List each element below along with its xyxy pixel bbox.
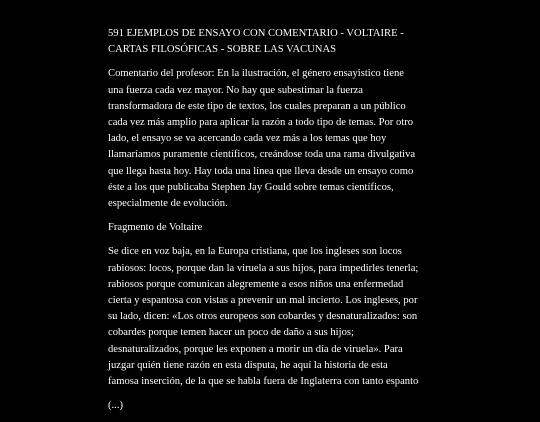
ellipsis-marker: (...) [108, 400, 124, 412]
article-title: 591 EJEMPLOS DE ENSAYO CON COMENTARIO - VOLTAIRE - CARTAS FILOSÓFICAS - SOBRE LAS VACUNAS [108, 28, 404, 56]
article-body [108, 26, 420, 422]
fragment-text: Se dice en voz baja, en la Europa cristiana, que los ingleses son locos rabiosos: locos, porque dan la viruela a sus hijos, para impedirles tenerla; rabiosos porque comunican alegremente a esos niños una enfermedad cierta y espantosa con vistas a prevenir un mal incierto. Los ingleses, por su lado, dicen: «Los otros europeos son cobardes y desnaturalizados: son cobardes porque temen hacer un poco de daño a sus hijos; desnaturalizados, porque les exponen a morir un día de viruela». Para juzgar quién tiene razón en esta disputa, he aquí la historia de esta famosa inserción, de la que se habla fuera de Inglaterra con tanto espanto [108, 246, 419, 388]
fragment-heading: Fragmento de Voltaire [108, 222, 203, 234]
professor-commentary: Comentario del profesor: En la ilustración, el género ensayistico tiene una fuerza cada vez mayor. No hay que subestimar la fuerza transformadora de este tipo de textos, los cuales preparan a un público cada vez más amplio para aplicar la razón a todo tipo de temas. Por otro lado, el ensayo se va acercando cada vez más a los temas que hoy llamaríamos puramente científicos, creándose toda una rama divulgativa que llega hasta hoy. Hay toda una línea que lleva desde un ensayo como éste a los que publicaba Stephen Jay Gould sobre temas científicos, especialmente de evolución. [108, 68, 416, 210]
